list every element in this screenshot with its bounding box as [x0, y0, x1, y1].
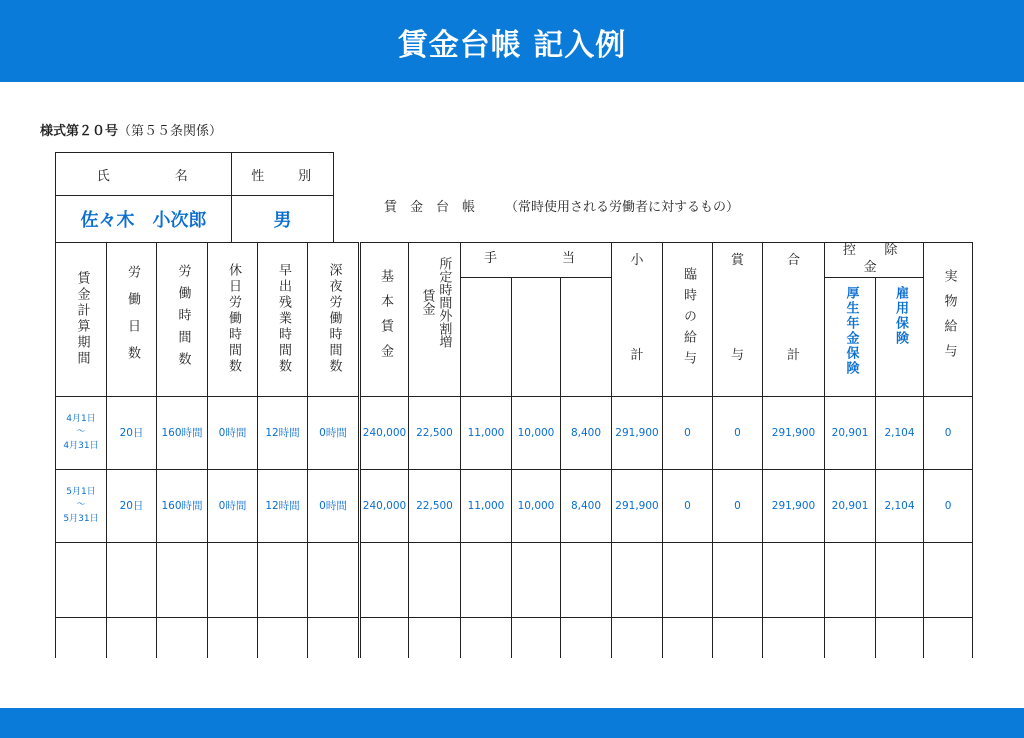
- col-net-pay: 実物給与: [924, 243, 973, 397]
- col-base-wage: 基本賃金: [360, 243, 409, 397]
- pension-cell: 20,901: [825, 396, 876, 469]
- holiday-hours-cell: 0時間: [208, 396, 258, 469]
- night-hours-cell: 0時間: [308, 469, 360, 542]
- allowance-1-cell: 11,000: [461, 469, 512, 542]
- days-cell: 20日: [107, 396, 157, 469]
- overtime-pay-cell: 22,500: [409, 469, 461, 542]
- table-row: [56, 396, 973, 469]
- employment-insurance-cell: 2,104: [876, 469, 924, 542]
- total-cell: 291,900: [763, 469, 825, 542]
- allowance-3-cell: 8,400: [561, 469, 612, 542]
- bonus-cell: 0: [713, 469, 763, 542]
- col-total: 合 計: [763, 243, 825, 397]
- base-wage-cell: 240,000: [360, 469, 409, 542]
- form-number-label: 様式第２０号: [40, 124, 119, 139]
- col-temporary-pay: 臨時の給与: [663, 243, 713, 397]
- period-cell: 4月1日 ～ 4月31日: [56, 396, 107, 469]
- hours-cell: 160時間: [157, 396, 208, 469]
- temporary-pay-cell: 0: [663, 469, 713, 542]
- hours-cell: 160時間: [157, 469, 208, 542]
- title-bar: [0, 0, 1024, 82]
- employment-insurance-cell: 2,104: [876, 396, 924, 469]
- net-pay-cell: 0: [924, 396, 973, 469]
- subtotal-cell: 291,900: [612, 396, 663, 469]
- col-hours: 労働時間数: [157, 243, 208, 397]
- pension-cell: 20,901: [825, 469, 876, 542]
- col-overtime-pay: 所定時間外割増賃金: [409, 243, 461, 397]
- overtime-hours-cell: 12時間: [258, 396, 308, 469]
- col-pension: 厚生年金保険: [825, 277, 876, 396]
- document-subtitle: （常時使用される労働者に対するもの）: [505, 200, 740, 215]
- allowance-2-cell: 10,000: [512, 396, 561, 469]
- total-cell: 291,900: [763, 396, 825, 469]
- name-label: 氏 名: [56, 153, 232, 196]
- allowance-sub-3: [561, 277, 612, 396]
- sex-label: 性 別: [232, 153, 334, 196]
- wage-ledger-table: [55, 242, 973, 658]
- table-row: [56, 542, 973, 617]
- col-overtime-hours: 早出残業時間数: [258, 243, 308, 397]
- col-days: 労働日数: [107, 243, 157, 397]
- document-heading: [384, 196, 739, 215]
- col-employment-insurance: 雇用保険: [876, 277, 924, 396]
- net-pay-cell: 0: [924, 469, 973, 542]
- temporary-pay-cell: 0: [663, 396, 713, 469]
- bonus-cell: 0: [713, 396, 763, 469]
- footer-bar: [0, 708, 1024, 738]
- employee-name: 佐々木 小次郎: [56, 196, 232, 243]
- holiday-hours-cell: 0時間: [208, 469, 258, 542]
- base-wage-cell: 240,000: [360, 396, 409, 469]
- allowance-sub-1: [461, 277, 512, 396]
- allowance-1-cell: 11,000: [461, 396, 512, 469]
- page-title: 賃金台帳 記入例: [397, 28, 627, 63]
- allowance-sub-2: [512, 277, 561, 396]
- period-cell: 5月1日 ～ 5月31日: [56, 469, 107, 542]
- col-deduction: 控 除 金: [825, 243, 924, 278]
- col-night-hours: 深夜労働時間数: [308, 243, 360, 397]
- days-cell: 20日: [107, 469, 157, 542]
- employee-info-box: [55, 152, 334, 243]
- form-number: [40, 120, 222, 139]
- overtime-pay-cell: 22,500: [409, 396, 461, 469]
- document-title: 賃 金 台 帳: [384, 200, 476, 215]
- overtime-hours-cell: 12時間: [258, 469, 308, 542]
- col-subtotal: 小 計: [612, 243, 663, 397]
- table-row: [56, 469, 973, 542]
- employee-sex: 男: [232, 196, 334, 243]
- form-clause: （第５５条関係）: [118, 124, 223, 139]
- night-hours-cell: 0時間: [308, 396, 360, 469]
- table-row: [56, 617, 973, 658]
- allowance-2-cell: 10,000: [512, 469, 561, 542]
- subtotal-cell: 291,900: [612, 469, 663, 542]
- col-allowance: 手 当: [461, 243, 612, 278]
- col-holiday-hours: 休日労働時間数: [208, 243, 258, 397]
- col-bonus: 賞 与: [713, 243, 763, 397]
- col-period: 賃金計算期間: [56, 243, 107, 397]
- allowance-3-cell: 8,400: [561, 396, 612, 469]
